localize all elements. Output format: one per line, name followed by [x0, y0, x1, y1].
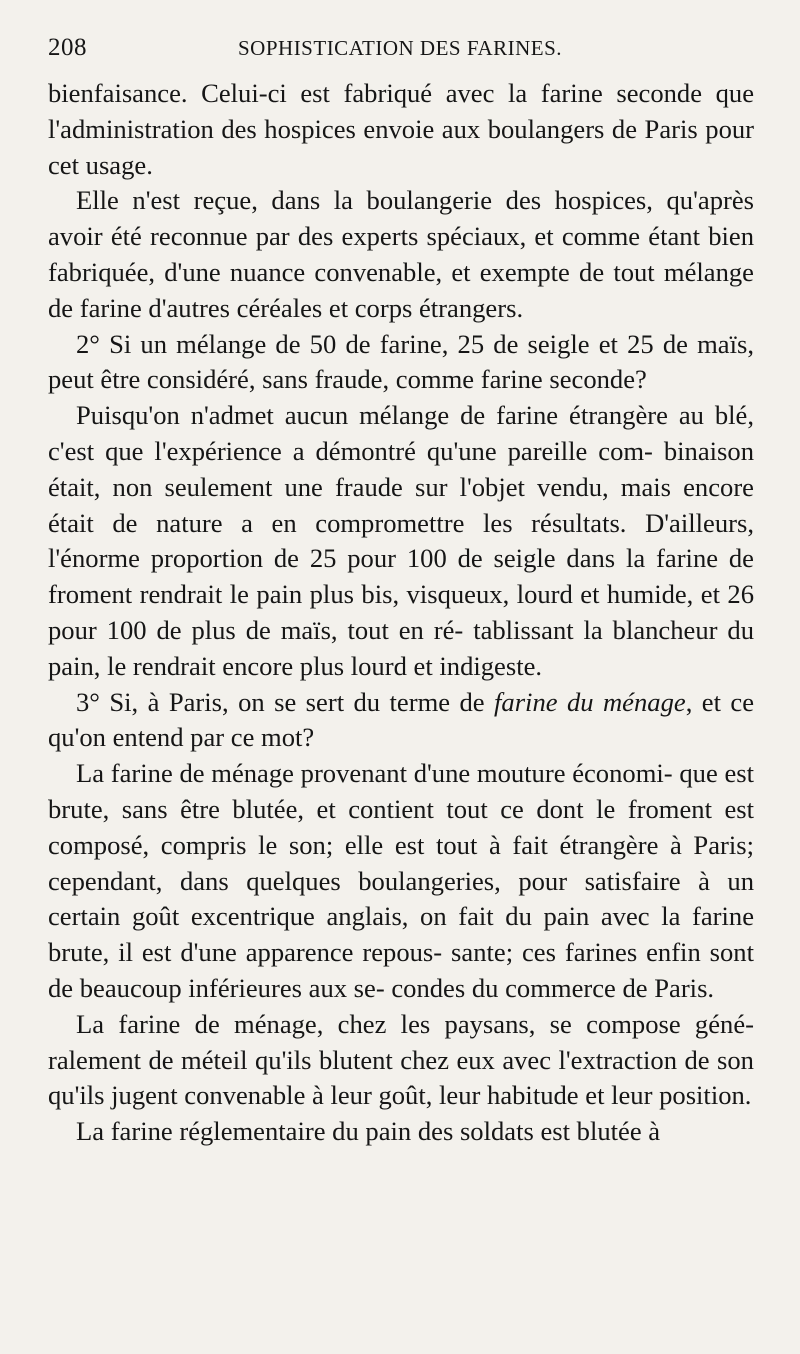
- text-line: tablissant la blancheur du pain, le rendrait encore plus lourd: [48, 614, 754, 681]
- text-line: La farine de ménage, chez les paysans, se compose géné-: [76, 1008, 754, 1039]
- paragraph: [48, 1007, 754, 1114]
- text-line: sante; ces farines enfin sont de beaucoup inférieures aux se-: [48, 937, 754, 1003]
- text-line: du pain avec la farine brute, il est d'une apparence repous-: [48, 901, 754, 968]
- paragraph: [48, 183, 754, 326]
- text-line: seconde?: [549, 364, 647, 395]
- text-line: bienfaisance. Celui-ci est fabriqué avec la farine seconde que: [48, 78, 754, 108]
- text-line: que est brute, sans être blutée, et contient tout ce dont: [48, 758, 754, 824]
- text-line: avoir été reconnue par des experts spéciaux, et comme étant: [48, 221, 700, 252]
- text-line: ralement de méteil qu'ils blutent chez eux avec l'extraction: [48, 1044, 677, 1075]
- running-title: SOPHISTICATION DES FARINES.: [238, 36, 563, 60]
- text-line: D'ailleurs, l'énorme proportion de 25 pour 100 de seigle dans: [48, 507, 754, 574]
- text-line: La farine réglementaire du pain des soldats est blutée à: [76, 1116, 661, 1147]
- text-line: pour cet usage.: [48, 113, 755, 180]
- text-line: blé, c'est que l'expérience a démontré qu'une pareille com-: [48, 400, 754, 466]
- text-line: étrangère à Paris; cependant, dans quelques boulangeries,: [48, 829, 755, 896]
- text-line: le froment est composé, compris le son; elle est tout à fait: [48, 793, 755, 860]
- italic-term: farine du ménage: [494, 686, 686, 717]
- paragraph: [48, 76, 754, 183]
- text-line: lourd et humide, et 26 pour 100 de plus de maïs, tout en ré-: [48, 579, 755, 645]
- page-header: [48, 34, 754, 68]
- text-line: l'administration des hospices envoie aux boulangers de Paris: [48, 113, 698, 144]
- text-line: Puisqu'on n'admet aucun mélange de farine étrangère au: [76, 400, 704, 431]
- text-line: pour satisfaire à un certain goût excentrique anglais, on fait: [48, 865, 754, 932]
- text-line: bien fabriquée, d'une nuance convenable, et exempte de tout: [48, 221, 755, 287]
- text-line: 2° Si un mélange de 50 de farine, 25 de seigle et 25 de: [76, 328, 688, 359]
- text-segment: , et: [685, 686, 721, 717]
- body-text: [48, 76, 754, 1150]
- text-segment: 3° Si, à Paris, on se sert du terme de: [76, 686, 495, 717]
- text-line: et leur position.: [585, 1080, 752, 1111]
- page-number: 208: [48, 34, 87, 61]
- text-line: maïs, peut être considéré, sans fraude, comme farine: [48, 328, 754, 395]
- paragraph: [48, 398, 754, 684]
- paragraph: [48, 1114, 754, 1150]
- text-line: binaison était, non seulement une fraude sur l'objet vendu,: [48, 435, 754, 502]
- text-line: mais encore était de nature a en compromettre les résultats.: [48, 471, 754, 538]
- text-line: et indigeste.: [413, 650, 543, 681]
- text-line: La farine de ménage provenant d'une mouture économi-: [76, 758, 673, 789]
- question-3: [48, 685, 754, 757]
- text-line: Elle n'est reçue, dans la boulangerie des hospices, qu'après: [76, 185, 754, 216]
- text-line: mélange de farine d'autres céréales et corps étrangers.: [48, 256, 754, 323]
- paragraph: [48, 756, 754, 1007]
- text-line: la farine de froment rendrait le pain plus bis, visqueux,: [48, 543, 754, 610]
- text-line: de son qu'ils jugent convenable à leur goût, leur habitude: [48, 1044, 754, 1111]
- text-line: ce qu'on entend par ce mot?: [48, 686, 754, 753]
- text-line: condes du commerce de Paris.: [391, 972, 715, 1003]
- question-2: [48, 327, 754, 399]
